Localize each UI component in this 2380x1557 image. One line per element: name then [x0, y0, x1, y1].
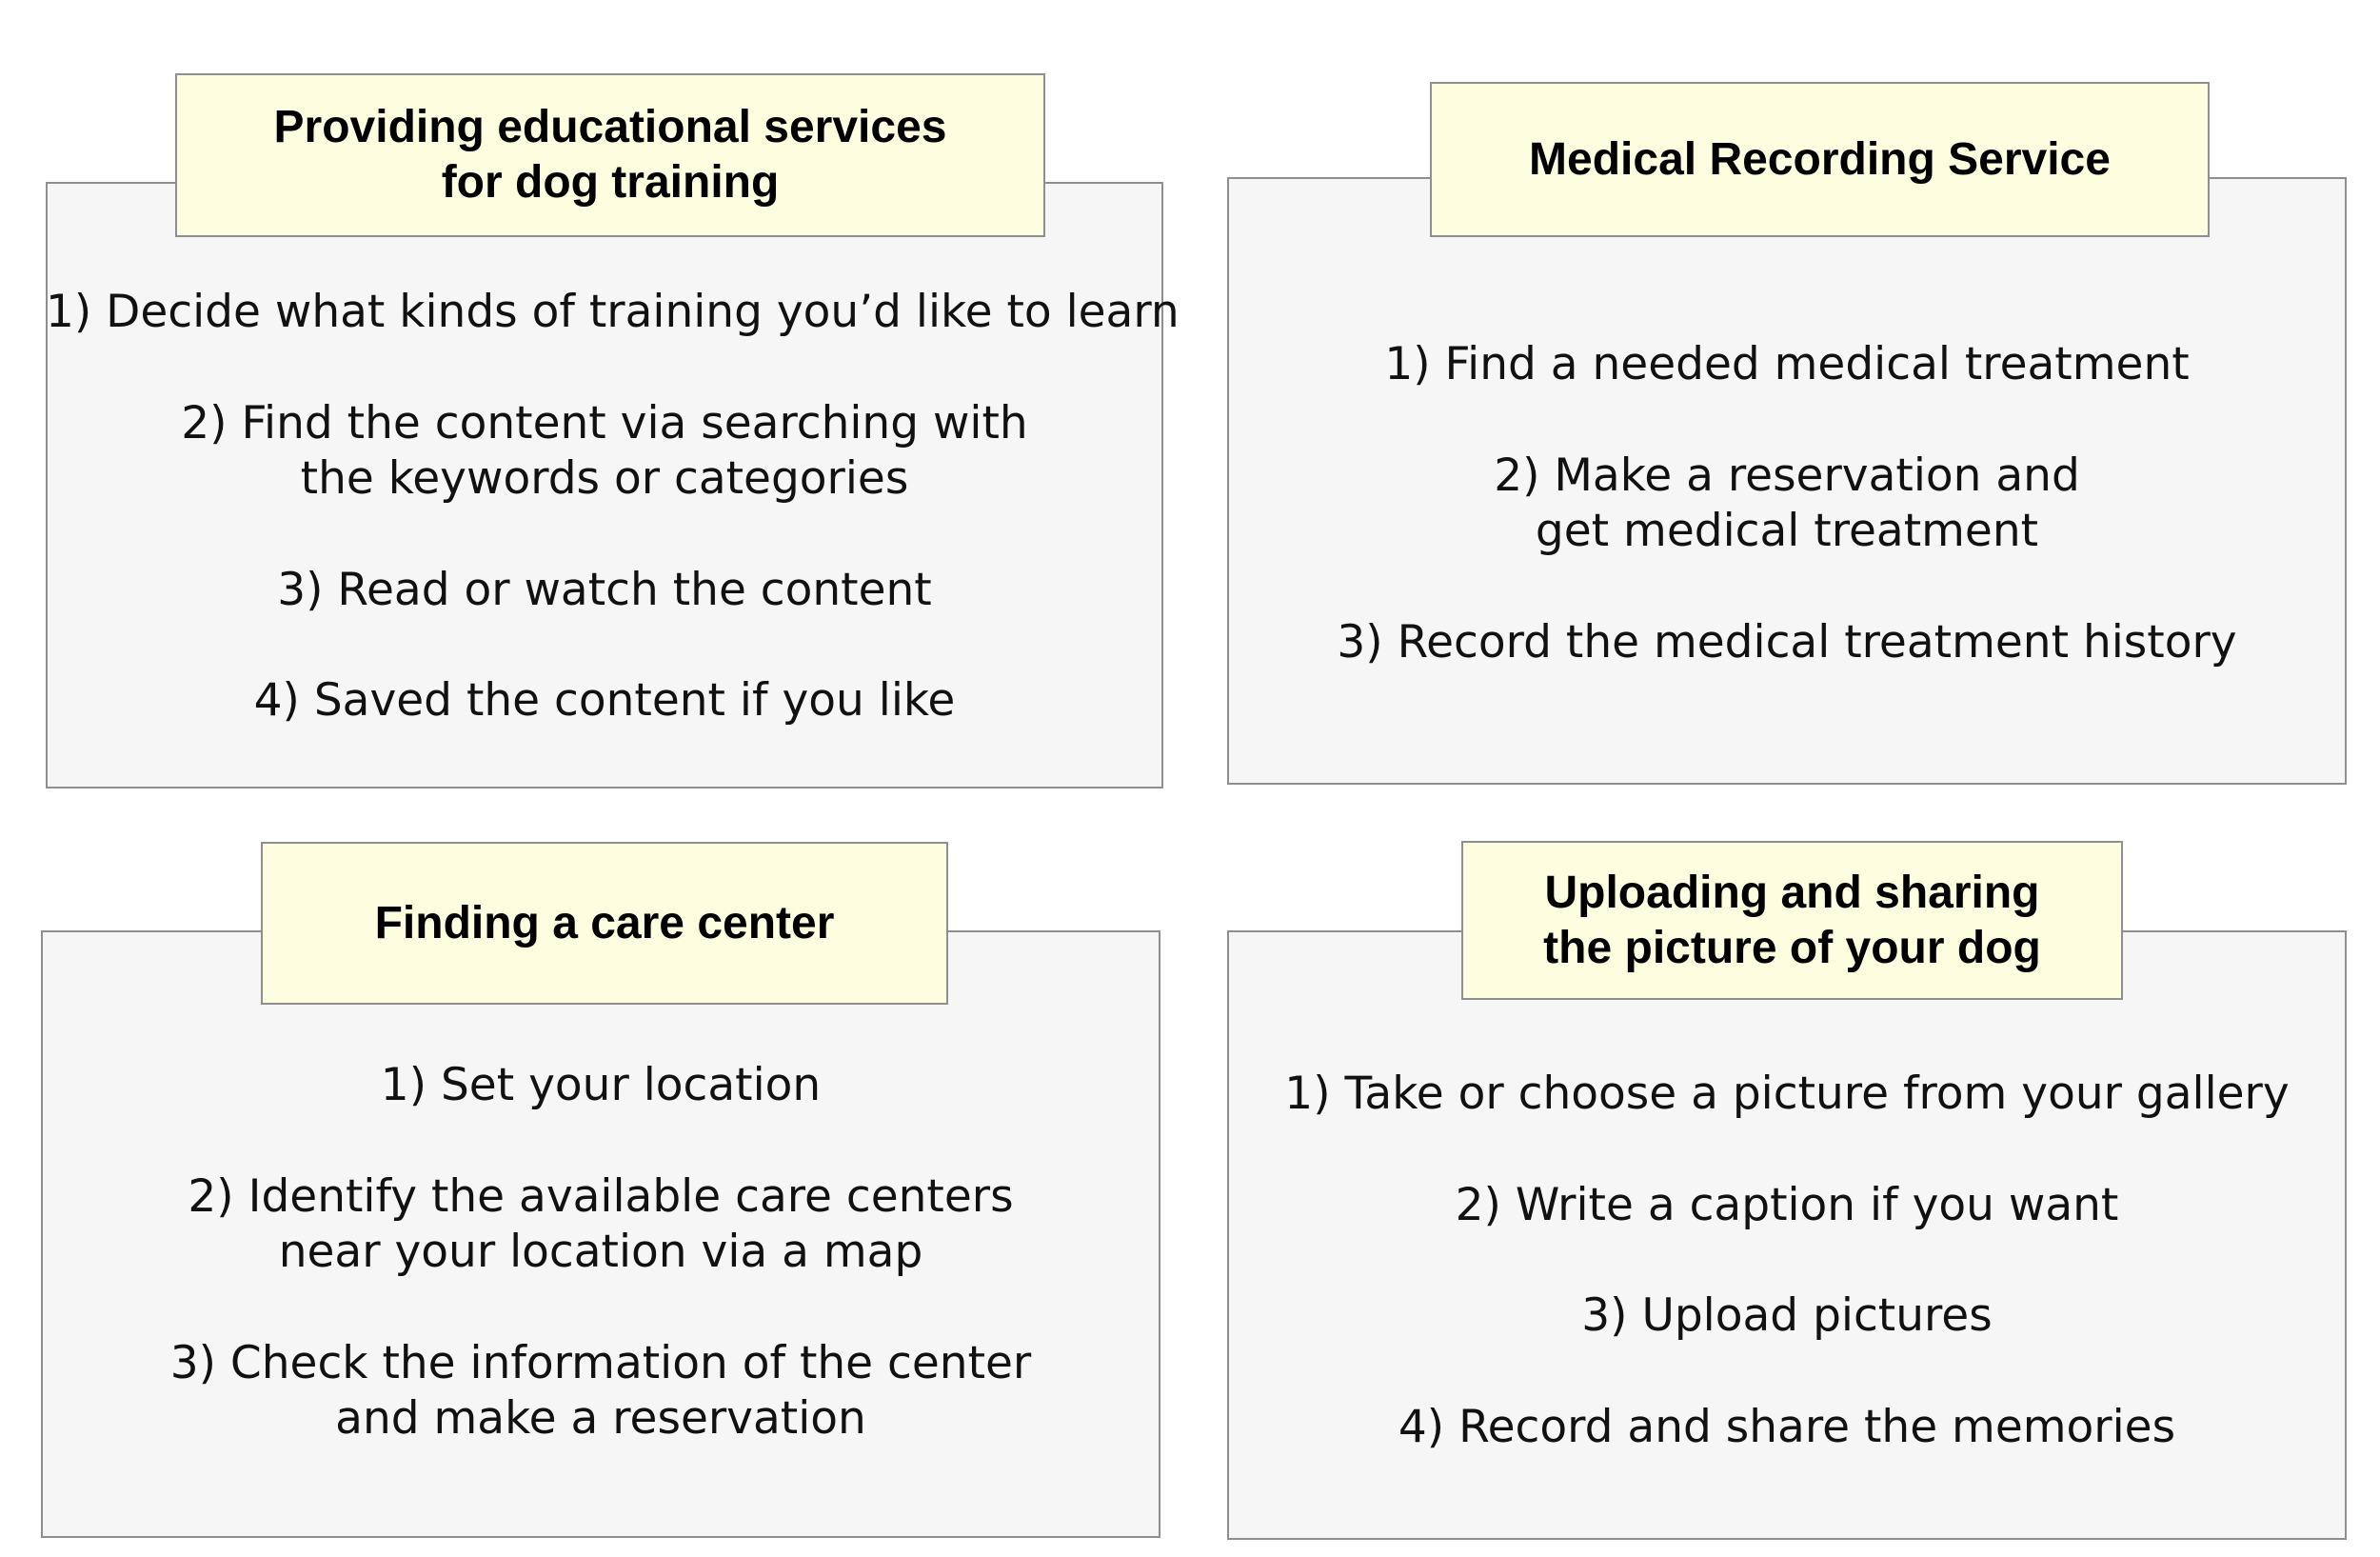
step-text: 4) Saved the content if you like	[253, 674, 956, 727]
step-item	[46, 396, 1163, 507]
step-item	[41, 1058, 1160, 1113]
step-item	[1227, 1400, 2347, 1455]
step-text: 2) Make a reservation and	[1494, 449, 2080, 502]
step-item	[1227, 615, 2347, 670]
card-title-dog-training	[175, 73, 1045, 237]
step-item	[1227, 337, 2347, 392]
step-text: and make a reservation	[335, 1392, 866, 1445]
step-text: 2) Find the content via searching with	[181, 397, 1028, 449]
card-title-line: Uploading and sharing	[1544, 867, 2040, 918]
step-text: get medical treatment	[1535, 505, 2039, 557]
card-title-line: for dog training	[441, 157, 780, 208]
step-text: 2) Write a caption if you want	[1455, 1179, 2119, 1231]
card-title-line: the picture of your dog	[1543, 922, 2041, 973]
step-text: 3) Check the information of the center	[169, 1337, 1032, 1389]
card-title-care-center	[261, 842, 948, 1005]
step-text: 1) Find a needed medical treatment	[1384, 338, 2190, 390]
step-text: 1) Take or choose a picture from your gallery	[1284, 1068, 2290, 1120]
step-text: 3) Upload pictures	[1581, 1289, 1993, 1342]
step-item	[1227, 1067, 2347, 1122]
card-title-line: Finding a care center	[374, 897, 835, 948]
step-text: 3) Record the medical treatment history	[1337, 616, 2237, 669]
card-title-picture-sharing	[1461, 841, 2123, 1000]
step-item	[41, 1336, 1160, 1447]
step-item	[1227, 1178, 2347, 1233]
step-text: 1) Set your location	[380, 1059, 822, 1111]
step-item	[1227, 1288, 2347, 1344]
card-title-medical-recording	[1430, 82, 2210, 237]
step-text: 2) Identify the available care centers	[188, 1170, 1014, 1223]
step-text: 1) Decide what kinds of training you’d like to learn	[46, 286, 1180, 338]
step-item	[46, 673, 1163, 729]
step-item	[1227, 449, 2347, 559]
step-item	[46, 285, 1180, 340]
step-item	[41, 1169, 1160, 1280]
step-text: 3) Read or watch the content	[277, 564, 932, 616]
step-text: near your location via a map	[278, 1226, 923, 1278]
card-title-line: Medical Recording Service	[1529, 133, 2111, 185]
card-title-line: Providing educational services	[273, 102, 947, 152]
step-text: the keywords or categories	[300, 452, 909, 505]
step-item	[46, 563, 1163, 618]
step-text: 4) Record and share the memories	[1398, 1401, 2176, 1453]
